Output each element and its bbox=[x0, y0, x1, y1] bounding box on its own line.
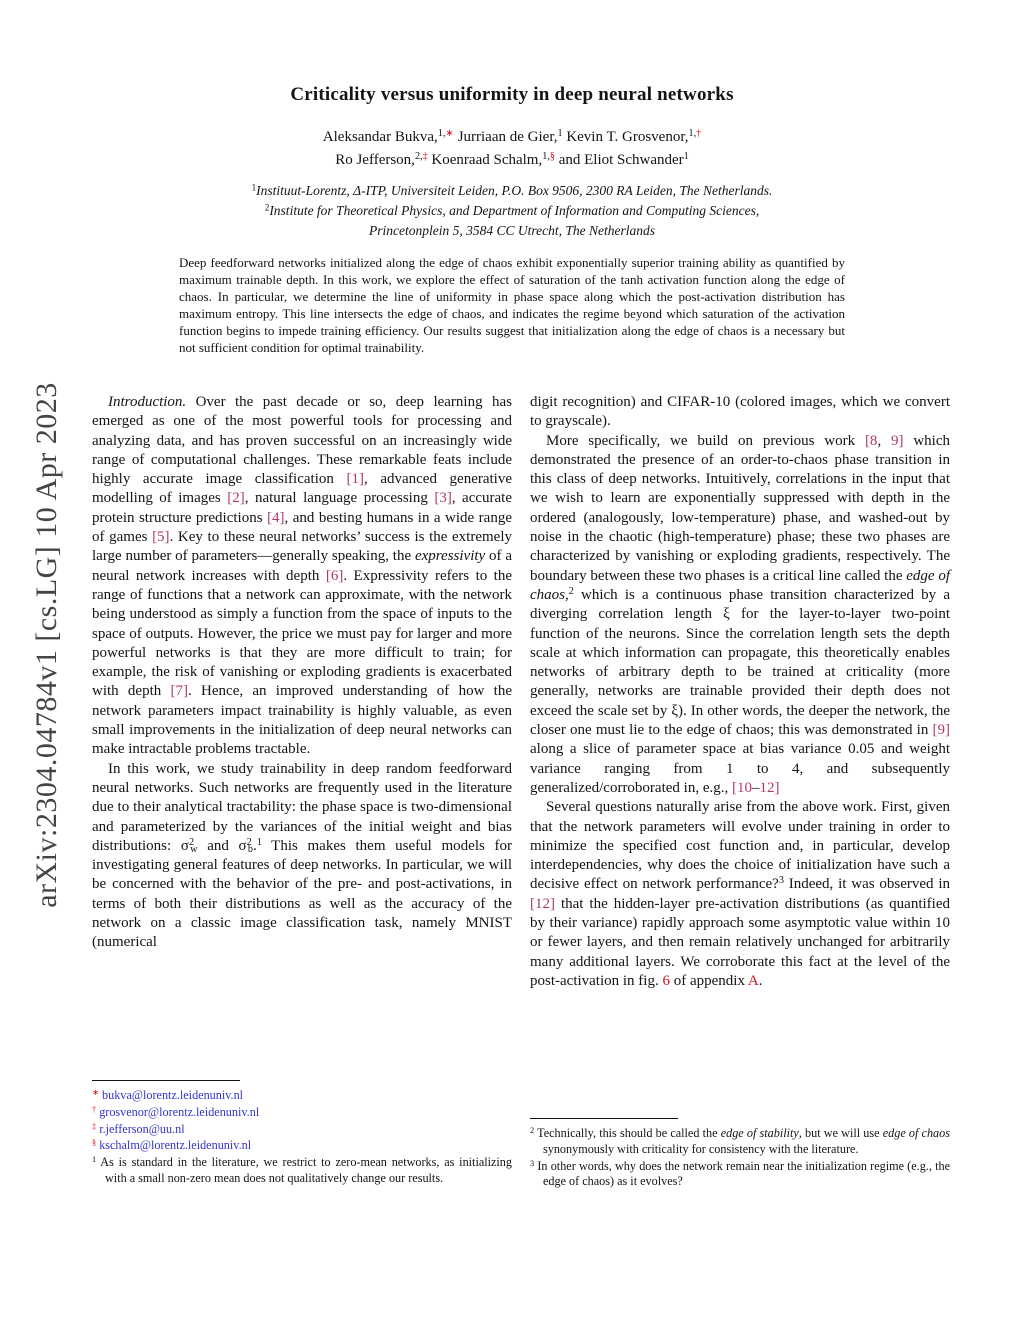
citation-link[interactable]: 9] bbox=[891, 432, 904, 449]
citation-link[interactable]: [2] bbox=[227, 490, 245, 507]
text-run: , natural language processing bbox=[244, 490, 435, 507]
emphasis-text: Introduction. bbox=[108, 394, 187, 410]
text-run: Kevin T. Grosvenor, bbox=[562, 129, 689, 145]
text-run: and bbox=[197, 837, 239, 854]
citation-link[interactable]: [12] bbox=[530, 895, 555, 912]
email-link[interactable]: kschalm@lorentz.leidenuniv.nl bbox=[99, 1138, 252, 1153]
text-run: In other words, why does the network remain near the initialization regime (e.g., the edge of chaos) as it evolves? bbox=[534, 1158, 950, 1189]
text-run: Ro Jefferson, bbox=[335, 152, 415, 168]
text-run: . Key to these neural networks’ success is the extremely large number of parameters—generally speaking, the bbox=[92, 529, 512, 565]
paragraph-questions bbox=[530, 798, 950, 991]
text-run: Koenraad Schalm, bbox=[427, 152, 543, 168]
superscript: 2 bbox=[188, 836, 195, 848]
citation-link[interactable]: [10 bbox=[732, 779, 752, 796]
emphasis-text: Instituut-Lorentz, Δ-ITP, Universiteit Leiden, P.O. Box 9506, 2300 RA Leiden, The Netherlands. bbox=[256, 183, 773, 198]
superscript: 3 bbox=[778, 875, 784, 887]
footnote-3 bbox=[530, 1159, 950, 1191]
footnote-rule bbox=[530, 1118, 678, 1119]
text-run: In this work, we study trainability in deep random feedforward neural networks. Such networks are frequently used in the literature due to their analytical tractability: the phase space is two-dimensional and parameterized by the variances of the initial weight and bias distributions: bbox=[92, 760, 512, 854]
paper-title: Criticality versus uniformity in deep neural networks bbox=[290, 84, 734, 105]
superscript: 1 bbox=[256, 836, 262, 848]
footnote-rule bbox=[92, 1080, 240, 1081]
text-run: Technically, this should be called the bbox=[534, 1126, 721, 1140]
superscript: 1, bbox=[688, 127, 697, 139]
superscript: 2 bbox=[264, 202, 270, 213]
reference-link[interactable]: ‡ bbox=[422, 150, 428, 162]
text-run: digit recognition) and CIFAR-10 (colored images, which we convert to grayscale). bbox=[530, 394, 950, 430]
text-run: , and besting humans in a wide range of games bbox=[92, 509, 512, 546]
text-run: of a neural network increases with depth bbox=[92, 548, 513, 584]
two-column-body bbox=[92, 393, 950, 991]
superscript: 1 bbox=[557, 127, 563, 139]
email-link[interactable]: grosvenor@lorentz.leidenuniv.nl bbox=[99, 1104, 260, 1119]
reference-link[interactable]: † bbox=[92, 1104, 97, 1114]
citation-link[interactable]: [6] bbox=[325, 567, 344, 584]
text-run: which demonstrated the presence of an order-to-chaos phase transition in this class of deep networks. Intuitively, correlations in the input that we wish to learn are exponentially suppressed with depth in the ordered (analogously, low-temperature) phase, and washed-out by noise in the chaotic (high-temperature) phase; these two phases are characterized by vanishing or exploding gradients, respectively. The boundary between these two phases is a critical line called the bbox=[530, 432, 950, 584]
text-run: Aleksandar Bukva, bbox=[322, 129, 438, 145]
text-run: , but we will use bbox=[798, 1126, 883, 1140]
citation-link[interactable]: [4] bbox=[267, 509, 285, 526]
superscript: 2, bbox=[414, 150, 423, 162]
reference-link[interactable]: ∗ bbox=[445, 127, 454, 139]
text-run: . Hence, an improved understanding of how the network parameters impact trainability is highly valuable, as even small improvements in the initialization of deep neural networks can make intractable problems tractable. bbox=[92, 683, 512, 758]
text-run: Indeed, it was observed in bbox=[783, 876, 950, 893]
author-line-1 bbox=[0, 126, 1024, 149]
reference-link[interactable]: § bbox=[549, 150, 555, 162]
text-run: of appendix bbox=[669, 972, 748, 989]
reference-link[interactable]: A bbox=[747, 972, 759, 989]
text-run: σ bbox=[238, 837, 247, 854]
text-run: . Expressivity refers to the range of functions that a network can approximate, with the network being understood as simply a function from the space of inputs to the space of outputs. However, the price we must pay for larger and more powerful networks is that they are more difficult to train; for example, the risk of vanishing or exploding gradients is exacerbated with depth bbox=[92, 567, 513, 700]
column-left bbox=[92, 393, 512, 991]
text-run: . bbox=[252, 837, 257, 854]
text-run: which is a continuous phase transition characterized by a diverging correlation length ξ for the layer-to-layer two-point function of the neurons. Since the correlation length sets the depth scale at which information can propagate, this theoretically enables networks of arbitrary depth to be trained at criticality (more generally, networks are trainable provided their depth does not exceed the scale set by ξ). In other words, the deeper the network, the closer one must lie to the edge of chaos; this was demonstrated in bbox=[530, 586, 950, 739]
emphasis-text: Princetonplein 5, 3584 CC Utrecht, The Netherlands bbox=[369, 223, 655, 238]
text-run: , bbox=[565, 586, 569, 603]
arxiv-watermark: arXiv:2304.04784v1 [cs.LG] 10 Apr 2023 bbox=[30, 382, 63, 908]
affiliation-block bbox=[0, 181, 1024, 241]
affiliation-line-3 bbox=[0, 221, 1024, 241]
footnotes-left bbox=[92, 1080, 512, 1188]
superscript: 2 bbox=[530, 1125, 535, 1135]
column-right bbox=[530, 393, 950, 991]
superscript: 1 bbox=[683, 150, 689, 162]
emphasis-text: edge of chaos bbox=[882, 1126, 950, 1140]
emphasis-text: expressivity bbox=[414, 548, 486, 565]
affiliation-line-1 bbox=[0, 181, 1024, 201]
paper-header bbox=[0, 0, 1024, 356]
text-run: This makes them useful models for investigating general features of deep networks. In particular, we will be concerned with the behavior of the pre- and post-activations, in terms of both their distributions as well as the accuracy of the network on a classic image classification task, namely MNIST (numerical bbox=[92, 837, 512, 951]
text-run: – bbox=[752, 779, 760, 796]
citation-link[interactable]: 12] bbox=[759, 779, 780, 796]
superscript: 2 bbox=[246, 836, 252, 848]
superscript: 2 bbox=[568, 585, 574, 597]
subscript: b bbox=[247, 844, 253, 856]
text-run: along a slice of parameter space at bias variance 0.05 and weight variance ranging from 1 to 4, and subsequently generalized/corroborated in, e.g., bbox=[530, 741, 950, 796]
reference-link[interactable]: † bbox=[696, 127, 702, 139]
text-run: Over the past decade or so, deep learning has emerged as one of the most powerful tools for processing and analyzing data, and has proven successful on an increasingly wide range of computational challenges. These remarkable feats include highly accurate image classification bbox=[92, 394, 512, 488]
reference-link[interactable]: § bbox=[92, 1138, 97, 1148]
text-run: Several questions naturally arise from the above work. First, given that the network parameters will evolve under training in order to minimize the specified cost function and, in particular, develop interdependencies, why does the choice of initialization have such a decisive effect on network performance? bbox=[530, 799, 950, 893]
emphasis-text: Institute for Theoretical Physics, and Department of Information and Computing Sciences, bbox=[269, 203, 760, 218]
text-run: As is standard in the literature, we restrict to zero-mean networks, as initializing with a small non-zero mean does not qualitatively change our results. bbox=[96, 1155, 512, 1185]
citation-link[interactable]: [3] bbox=[434, 490, 452, 507]
subscript: w bbox=[190, 844, 198, 856]
footnote-email-2 bbox=[92, 1105, 512, 1121]
text-run: that the hidden-layer pre-activation distributions (as quantified by their variance) rapidly approach some asymptotic value within 10 or fewer layers, and then remain relatively unchanged for arbitrarily many additional layers. We corroborate this fact at the level of the post-activation in fig. bbox=[530, 895, 950, 989]
paragraph-continuation bbox=[530, 393, 950, 432]
citation-link[interactable]: [5] bbox=[152, 529, 170, 546]
citation-link[interactable]: [7] bbox=[170, 683, 189, 700]
footnote-email-4 bbox=[92, 1138, 512, 1154]
author-block bbox=[0, 126, 1024, 172]
author-line-2 bbox=[0, 149, 1024, 172]
reference-link[interactable]: ∗ bbox=[92, 1087, 99, 1097]
email-link[interactable]: bukva@lorentz.leidenuniv.nl bbox=[102, 1088, 244, 1102]
superscript: 1 bbox=[251, 182, 257, 193]
superscript: 3 bbox=[530, 1158, 535, 1168]
text-run: Jurriaan de Gier, bbox=[453, 129, 558, 145]
footnote-email-3 bbox=[92, 1122, 512, 1138]
text-run: . bbox=[758, 972, 763, 989]
paragraph-previous-work bbox=[530, 432, 950, 799]
reference-link[interactable]: 6 bbox=[662, 972, 670, 989]
citation-link[interactable]: [9] bbox=[932, 722, 950, 739]
emphasis-text: edge of chaos bbox=[530, 567, 950, 603]
paragraph-this-work bbox=[92, 760, 512, 953]
superscript: 1 bbox=[92, 1155, 97, 1165]
text-run: synonymously with criticality for consistency with the literature. bbox=[543, 1141, 859, 1156]
text-run: More specifically, we build on previous work bbox=[546, 432, 865, 449]
footnotes-right bbox=[530, 1118, 950, 1191]
email-link[interactable]: r.jefferson@uu.nl bbox=[99, 1121, 185, 1136]
footnote-2 bbox=[530, 1126, 950, 1158]
superscript: 1, bbox=[542, 150, 550, 162]
footnote-email-1 bbox=[92, 1088, 512, 1104]
affiliation-line-2 bbox=[0, 201, 1024, 221]
superscript: 1, bbox=[437, 127, 446, 139]
emphasis-text: edge of stability bbox=[720, 1126, 799, 1140]
text-run: and Eliot Schwander bbox=[554, 152, 684, 168]
text-run: , advanced generative modelling of images bbox=[92, 471, 513, 507]
text-run: σ bbox=[180, 837, 189, 854]
text-run: , bbox=[877, 432, 892, 449]
abstract: Deep feedforward networks initialized along the edge of chaos exhibit exponentially superior training ability as quantified by maximum trainable depth. In this work, we explore the effect of saturation of the tanh activation function along the edge of chaos. In particular, we determine the line of uniformity in phase space along which the post-activation distribution has maximum entropy. This line intersects the edge of chaos, and indicates the regime beyond which saturation of the activation function begins to impede training efficiency. Our results suggest that initialization along the edge of chaos is a necessary but not sufficient condition for optimal trainability. bbox=[179, 255, 845, 355]
text-run: , accurate protein structure predictions bbox=[92, 490, 513, 526]
citation-link[interactable]: [1] bbox=[346, 471, 364, 488]
footnote-1 bbox=[92, 1155, 512, 1187]
reference-link[interactable]: ‡ bbox=[92, 1121, 97, 1131]
paragraph-introduction bbox=[92, 393, 512, 760]
citation-link[interactable]: [8 bbox=[864, 432, 878, 449]
